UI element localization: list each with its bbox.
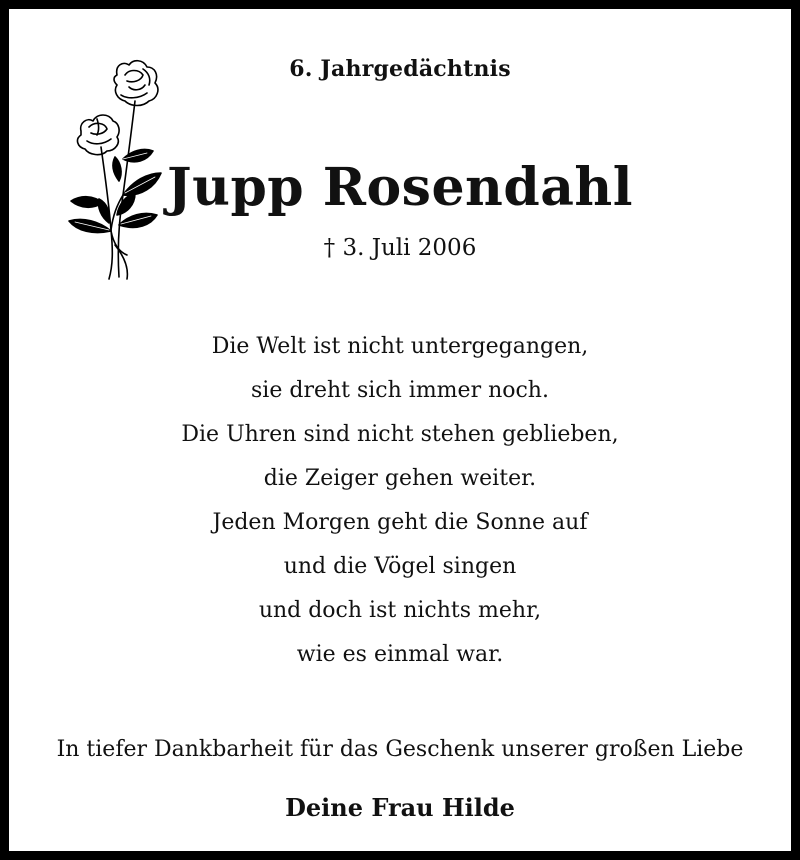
dedication-text: In tiefer Dankbarheit für das Geschenk unserer großen Liebe — [56, 737, 744, 762]
poem-line: sie dreht sich immer noch. — [251, 378, 549, 403]
signature: Deine Frau Hilde — [285, 793, 515, 822]
poem-line: Die Welt ist nicht untergegangen, — [211, 334, 589, 359]
poem-line: Die Uhren sind nicht stehen geblieben, — [181, 422, 619, 447]
poem-line: wie es einmal war. — [296, 642, 504, 667]
poem-line: Jeden Morgen geht die Sonne auf — [212, 510, 588, 535]
poem — [9, 325, 791, 677]
poem-line: und die Vögel singen — [283, 554, 517, 579]
death-date: † 3. Juli 2006 — [323, 235, 477, 261]
anniversary-heading: 6. Jahrgedächtnis — [289, 56, 511, 82]
poem-line: und doch ist nichts mehr, — [258, 598, 542, 623]
poem-line: die Zeiger gehen weiter. — [263, 466, 537, 491]
deceased-name: Jupp Rosendahl — [167, 157, 633, 218]
